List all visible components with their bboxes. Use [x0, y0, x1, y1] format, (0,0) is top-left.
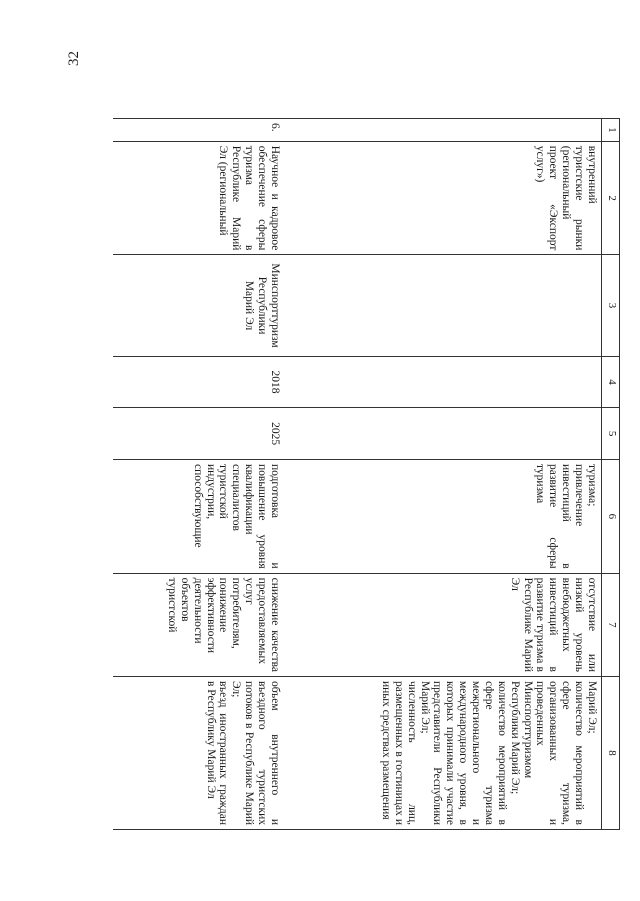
expected-result-cell: подготовка и повышение уровня квалификации специалистов туристской индустрии, способствующие [113, 459, 284, 573]
page-number: 32 [66, 51, 82, 66]
header-cell-6: 6 [602, 459, 620, 573]
table-row [284, 119, 602, 830]
table-row [113, 119, 284, 830]
end-year-cell [284, 408, 602, 460]
executor-cell [284, 255, 602, 356]
header-cell-2: 2 [602, 141, 620, 255]
column-number-row [602, 119, 620, 830]
measures-table [113, 118, 620, 830]
header-cell-4: 4 [602, 356, 620, 408]
expected-result-cell: туризма; привлечение инвестиций в развитие сферы туризма [284, 459, 602, 573]
indicators-cell: объем внутреннего и въездного туристских потоков в Республике Марий Эл; въезд иностранных граждан в Республику Марий Эл [113, 676, 284, 829]
indicators-cell: Марий Эл; количество мероприятий в сфере туризма, организованных и проведенных Минспорттуризмом Республики Марий Эл; количество мероприятий в сфере туризма межрегионального и международного уровня, в которых принимали участие представители Республики Марий Эл; численность лиц, размещенных в гостиницах и иных средствах размещения [284, 676, 602, 829]
row-number-cell [284, 119, 602, 142]
consequences-cell: снижение качества предоставляемых услуг потребителям, понижение эффективности деятельности объектов туристской [113, 573, 284, 676]
end-year-cell: 2025 [113, 408, 284, 460]
header-cell-7: 7 [602, 573, 620, 676]
executor-cell: Минспорттуризм Республики Марий Эл [113, 255, 284, 356]
consequences-cell: отсутствие или низкий уровень внебюджетных инвестиций в развитие туризма в Республике Марий Эл [284, 573, 602, 676]
start-year-cell: 2018 [113, 356, 284, 408]
measure-name-cell: Научное и кадровое обеспечение сферы туризма в Республике Марий Эл (региональный [113, 141, 284, 255]
measure-name-cell: внутренний туристские рынки (региональный проект «Экспорт услуг») [284, 141, 602, 255]
row-number-cell: 6. [113, 119, 284, 142]
header-cell-8: 8 [602, 676, 620, 829]
header-cell-5: 5 [602, 408, 620, 460]
rotated-table-sheet [108, 118, 620, 830]
header-cell-3: 3 [602, 255, 620, 356]
start-year-cell [284, 356, 602, 408]
header-cell-1: 1 [602, 119, 620, 142]
